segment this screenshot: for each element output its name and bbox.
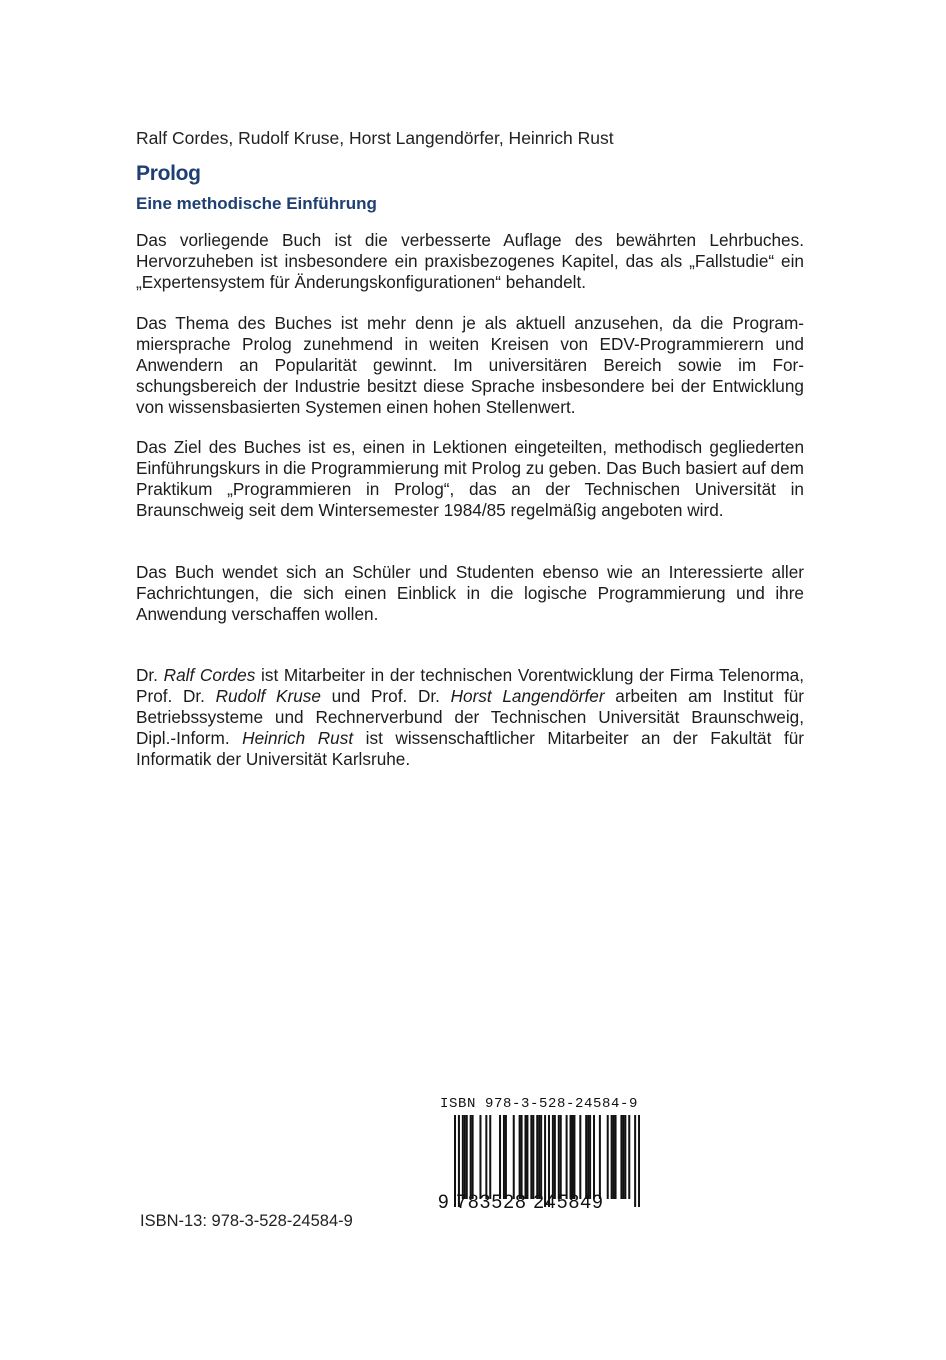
barcode-bar (587, 1115, 589, 1199)
barcode-bar (622, 1115, 624, 1199)
barcode-bar (489, 1115, 491, 1199)
barcode-bar (466, 1115, 468, 1199)
barcode-bar (620, 1115, 622, 1199)
barcode-bar (472, 1115, 474, 1199)
barcode-bar (536, 1115, 538, 1199)
barcode-bar (524, 1115, 526, 1199)
about-text-part: ist Mitarbeiter in der technischen Vorentwicklung der Firma Telenorma, Prof. Dr. (136, 665, 804, 706)
author-name: Ralf Cordes (163, 665, 256, 685)
barcode-bar (526, 1115, 528, 1199)
about-text-part: arbeiten am Institut für Betriebssysteme und Rechnerverbund der Technischen Universität Braunschweig, Dipl.-Inform. (136, 686, 805, 748)
paragraph-text: Das Buch wendet sich an Schüler und Studenten ebenso wie an Interessierte aller Fachrichtungen, die sich einen Einblick in die logische Programmierung und ihre Anwendung verschaffen wollen. (136, 562, 804, 624)
about-text (136, 665, 804, 770)
about-text-part: Dr. (136, 665, 164, 685)
barcode-bar (554, 1115, 556, 1199)
barcode-bar (593, 1115, 595, 1199)
barcode-bar (470, 1115, 472, 1199)
barcode-bar (558, 1115, 560, 1199)
description-paragraph-1 (136, 230, 804, 293)
barcode-bar (611, 1115, 613, 1199)
barcode-bar (540, 1115, 542, 1199)
description-paragraph-2 (136, 313, 804, 418)
barcode-bar (479, 1115, 481, 1199)
barcode-bar (513, 1115, 515, 1199)
barcode-isbn-label: ISBN 978-3-528-24584-9 (440, 1096, 639, 1112)
barcode-bar (599, 1115, 601, 1199)
paragraph-text: Das vorliegende Buch ist die verbesserte Auflage des bewährten Lehrbuches. Hervorzuheben ist insbesondere ein praxisbezogenes Kapitel, das als „Fallstudie“ ein „Expertensystem für Änderungskonfigurationen“ behandelt. (136, 230, 804, 292)
barcode-bar (615, 1115, 617, 1199)
barcode-bar (585, 1115, 587, 1199)
author-name: Horst Langendörfer (450, 686, 605, 706)
book-subtitle: Eine methodische Einführung (136, 194, 377, 213)
barcode-bar (570, 1115, 572, 1199)
description-paragraph-4 (136, 562, 804, 625)
barcode-bar (628, 1115, 630, 1199)
barcode-bar (566, 1115, 568, 1199)
barcode-bar (519, 1115, 521, 1199)
isbn-13: ISBN-13: 978-3-528-24584-9 (140, 1212, 353, 1230)
barcode-bar (521, 1115, 523, 1199)
barcode-bar (464, 1115, 466, 1199)
barcode-bar (462, 1115, 464, 1199)
barcode-bar (538, 1115, 540, 1199)
barcode-bar (613, 1115, 615, 1199)
barcode-bar (503, 1115, 505, 1199)
about-authors (136, 665, 804, 770)
barcode-bar (552, 1115, 554, 1199)
barcode-bar (624, 1115, 626, 1199)
authors: Ralf Cordes, Rudolf Kruse, Horst Langendörfer, Heinrich Rust (136, 128, 614, 148)
author-name: Rudolf Kruse (215, 686, 321, 706)
barcode-bar (560, 1115, 562, 1199)
paragraph-text: Das Ziel des Buches ist es, einen in Lektionen eingeteilten, methodisch gegliederten Einführungskurs in die Programmierung mit Prolog zu geben. Das Buch basiert auf dem Praktikum „Programmieren in Prolog“, das an der Technischen Universität in Braunschweig seit dem Wintersemester 1984/85 regelmäßig angeboten wird. (136, 437, 804, 520)
book-title: Prolog (136, 162, 201, 185)
barcode-bar (499, 1115, 501, 1199)
isbn-barcode (438, 1096, 646, 1213)
about-text-part: ist wissenschaftlicher Mitarbeiter an der Fakultät für Informatik der Universität Karlsruhe. (136, 728, 804, 769)
barcode-bar (589, 1115, 591, 1199)
barcode-bar (505, 1115, 507, 1199)
barcode-bar (573, 1115, 575, 1199)
barcode-bar (607, 1115, 609, 1199)
paragraph-text: Das Thema des Buches ist mehr denn je als aktuell anzusehen, da die Programmiersprache Prolog zunehmend in weiten Kreisen von EDV-Programmierern und Anwendern an Popularität gewinnt. Im universitären Bereich sowie im Forschungsbereich der Industrie besitzt diese Sprache insbesondere bei der Entwicklung von wissensbasierten Systemen einen hohen Stellenwert. (136, 313, 804, 417)
description-paragraph-3 (136, 437, 804, 521)
barcode-digits: 9 783528 245849 (438, 1192, 604, 1213)
barcode-bar (634, 1115, 636, 1207)
barcode-bar (638, 1115, 640, 1207)
author-name: Heinrich Rust (242, 728, 354, 748)
about-text-part: und Prof. Dr. (320, 686, 451, 706)
barcode-bar (530, 1115, 532, 1199)
barcode-bar (532, 1115, 534, 1199)
barcode-bar (579, 1115, 581, 1199)
barcode-bar (571, 1115, 573, 1199)
barcode-bar (485, 1115, 487, 1199)
